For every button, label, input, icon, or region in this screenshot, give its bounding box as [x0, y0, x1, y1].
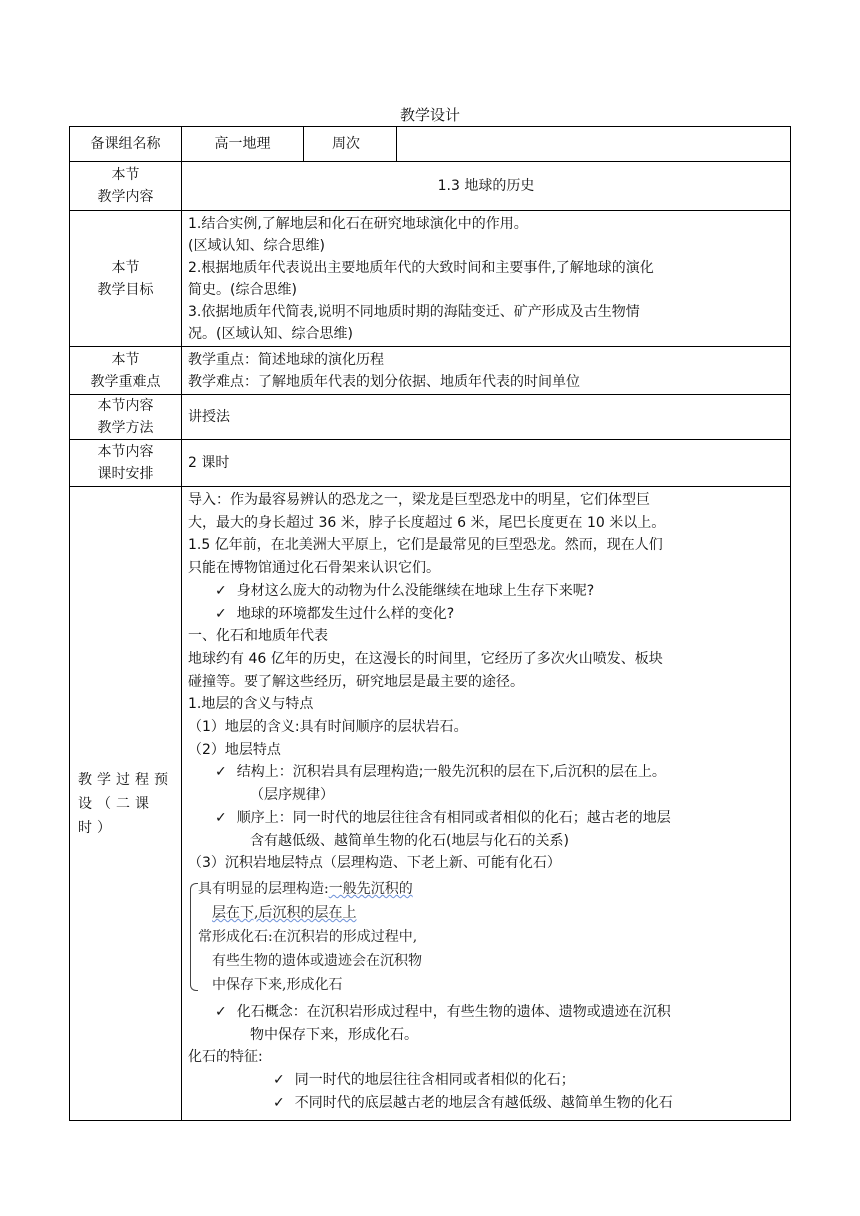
section-text: 碰撞等。要了解这些经历，研究地层是最主要的途径。 [188, 673, 524, 690]
key-point-line: 教学重点：简述地球的演化历程 [188, 351, 384, 368]
intro-line: 导入：作为最容易辨认的恐龙之一，梁龙是巨型恐龙中的明星，它们体型巨 [188, 492, 650, 508]
order-item: ✓ 顺序上：同一时代的地层往往含有相同或者相似的化石；越古老的地层 [188, 807, 784, 830]
brace-line: 有些生物的遗体或遗迹会在沉积物 [212, 952, 422, 969]
content-label: 本节 教学内容 [70, 162, 182, 211]
method-row [70, 395, 791, 440]
document-title: 教学设计 [399, 106, 460, 124]
key-point-line: 教学难点：了解地质年代表的划分依据、地质年代表的时间单位 [188, 373, 580, 390]
intro-line: 大，最大的身长超过 36 米，脖子长度超过 6 米，尾巴长度更在 10 米以上。 [188, 514, 666, 531]
section-text: 地球约有 46 亿年的历史，在这漫长的时间里，它经历了多次火山喷发、板块 [188, 650, 663, 667]
schedule-row [70, 440, 791, 487]
goals-content [182, 211, 791, 347]
process-row [70, 487, 791, 1121]
group-name-label: 备课组名称 [70, 127, 182, 162]
fossil-feature-heading: 化石的特征: [188, 1049, 263, 1066]
goal-line: 况。(区域认知、综合思维) [188, 325, 353, 342]
schedule-value: 2 课时 [182, 440, 791, 487]
brace-line: 中保存下来,形成化石 [212, 976, 343, 993]
group-name-value: 高一地理 [182, 127, 304, 162]
lesson-topic: 1.3 地球的历史 [182, 162, 791, 211]
stratum-features-heading: （2）地层特点 [188, 741, 281, 758]
brace-bracket [190, 883, 198, 991]
goal-line: 3.依据地质年代简表,说明不同地质时期的海陆变迁、矿产形成及古生物情 [188, 303, 640, 320]
goal-line: (区域认知、综合思维) [188, 237, 325, 254]
brace-line: 具有明显的层理构造: [198, 880, 329, 897]
structure-note: （层序规律） [250, 787, 334, 804]
fossil-concept-item: ✓ 化石概念：在沉积岩形成过程中，有些生物的遗体、遗物或遗迹在沉积 [188, 1001, 784, 1024]
schedule-label: 本节内容 课时安排 [70, 440, 182, 487]
header-row [70, 127, 791, 162]
structure-item: ✓ 结构上：沉积岩具有层理构造;一般先沉积的层在下,后沉积的层在上。 [188, 761, 784, 784]
week-label: 周次 [304, 127, 397, 162]
fossil-feature-item: ✓ 同一时代的地层往往含相同或者相似的化石； [188, 1069, 784, 1092]
brace-line: 常形成化石:在沉积岩的形成过程中, [198, 928, 418, 945]
week-value [397, 127, 791, 162]
intro-line: 只能在博物馆通过化石骨架来认识它们。 [188, 560, 440, 577]
intro-line: 1.5 亿年前，在北美洲大平原上，它们是最常见的巨型恐龙。然而，现在人们 [188, 537, 663, 554]
subheading: 1.地层的含义与特点 [188, 696, 314, 713]
goal-line: 1.结合实例,了解地层和化石在研究地球演化中的作用。 [188, 215, 528, 232]
order-continued: 含有越低级、越简单生物的化石(地层与化石的关系) [250, 832, 569, 849]
brace-line-underlined: 一般先沉积的 [328, 880, 413, 897]
content-row [70, 162, 791, 211]
brace-line-underlined: 层在下,后沉积的层在上 [212, 904, 357, 921]
sedimentary-heading: （3）沉积岩地层特点（层理构造、下老上新、可能有化石） [188, 855, 561, 872]
goal-line: 简史。(综合思维) [188, 281, 297, 298]
key-points-row [70, 347, 791, 395]
question-item: ✓ 地球的环境都发生过什么样的变化? [188, 603, 784, 626]
lesson-plan-table [69, 126, 791, 1121]
goals-row [70, 211, 791, 347]
method-label: 本节内容 教学方法 [70, 395, 182, 440]
key-points-content [182, 347, 791, 395]
section-heading: 一、化石和地质年代表 [188, 628, 328, 645]
process-content [182, 487, 791, 1121]
process-label: 教学过程预 设（二课 时） [70, 487, 182, 1121]
stratum-definition: （1）地层的含义:具有时间顺序的层状岩石。 [188, 719, 468, 736]
brace-note-image [190, 877, 486, 997]
goal-line: 2.根据地质年代表说出主要地质年代的大致时间和主要事件,了解地球的演化 [188, 259, 654, 276]
goals-label: 本节 教学目标 [70, 211, 182, 347]
fossil-feature-item: ✓ 不同时代的底层越古老的地层含有越低级、越简单生物的化石 [188, 1092, 784, 1115]
key-points-label: 本节 教学重难点 [70, 347, 182, 395]
question-item: ✓ 身材这么庞大的动物为什么没能继续在地球上生存下来呢? [188, 580, 784, 603]
fossil-concept-continued: 物中保存下来，形成化石。 [250, 1026, 418, 1043]
method-value: 讲授法 [182, 395, 791, 440]
